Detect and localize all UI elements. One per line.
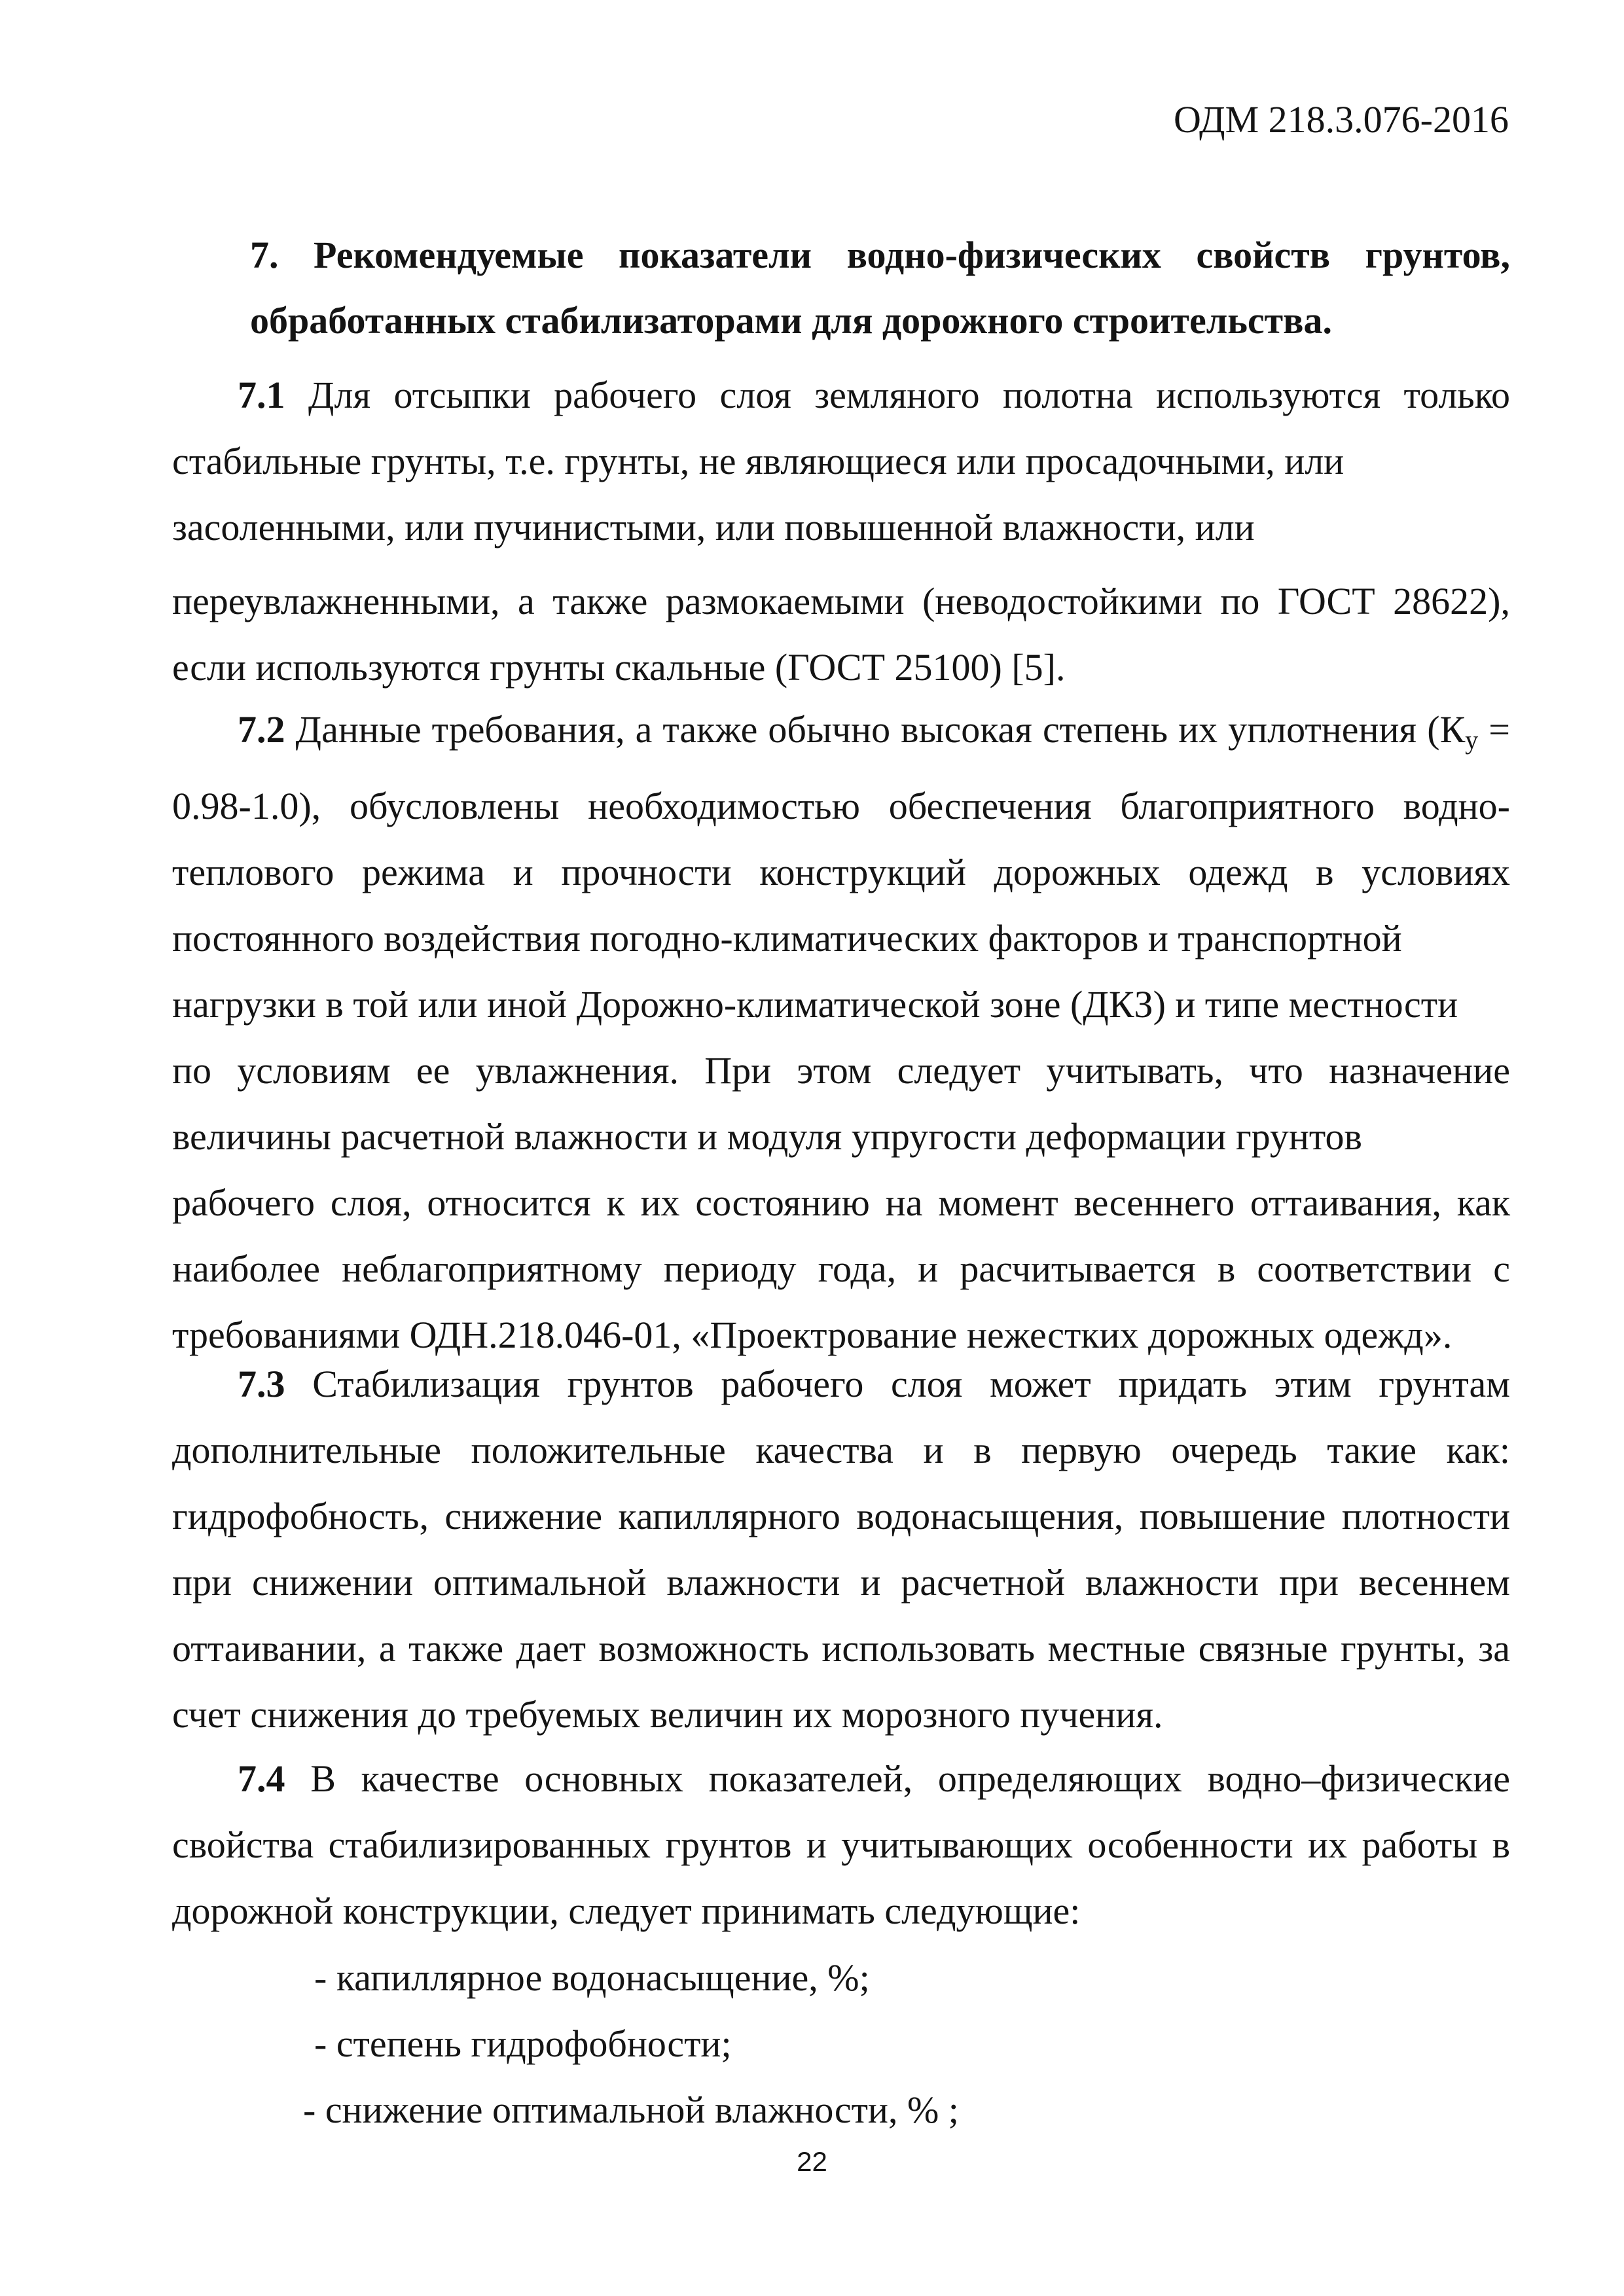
paragraph-text: В качестве основных показателей, определяющих водно–физические свойства стабилизированных грунтов и учитывающих особенности их работы в дорожной конструкции, следует принимать следующие: <box>172 1757 1510 1932</box>
paragraph-7-2-tail: рабочего слоя, относится к их состоянию на момент весеннего оттаивания, как наиболее неблагоприятному периоду года, и расчитывается в соответствии с требованиями ОДН.218.046-01, «Проектрование нежестких дорожных одежд». <box>172 1181 1510 1356</box>
paragraph-7-2 <box>172 696 1510 1368</box>
paragraph-7-3 <box>172 1351 1510 1748</box>
paragraph-7-2-line: величины расчетной влажности и модуля упругости деформации грунтов <box>172 1115 1362 1158</box>
section-heading-line-2: обработанных стабилизаторами для дорожного строительства. <box>250 299 1332 342</box>
paragraph-7-1-continued <box>172 568 1510 700</box>
paragraph-text: Данные требования, а также обычно высокая степень их уплотнения (К <box>285 708 1466 751</box>
section-heading <box>250 223 1510 353</box>
paragraph-7-3-main <box>172 1351 1510 1748</box>
paragraph-text: Стабилизация грунтов рабочего слоя может придать этим грунтам дополнительные положительные качества и в первую очередь такие как: гидрофобность, снижение капиллярного водонасыщения, повышение плотности при снижении оптимальной влажности и расчетной влажности при весеннем оттаивании, а также дает возможность использовать местные связные грунты, за счет снижения до требуемых величин их морозного пучения. <box>172 1363 1510 1736</box>
list-item: - капиллярное водонасыщение, %; <box>314 1956 870 1999</box>
document-code: ОДМ 218.3.076-2016 <box>1174 98 1509 141</box>
paragraph-7-1-line: засоленными, или пучинистыми, или повышенной влажности, или <box>172 506 1255 548</box>
paragraph-number: 7.4 <box>238 1757 285 1800</box>
paragraph-number: 7.2 <box>238 708 285 751</box>
section-heading-line-1: 7. Рекомендуемые показатели водно-физических свойств грунтов, <box>250 234 1510 276</box>
paragraph-number: 7.3 <box>238 1363 285 1405</box>
paragraph-7-1-tail: переувлажненными, а также размокаемыми (неводостойкими по ГОСТ 28622), если используются грунты скальные (ГОСТ 25100) [5]. <box>172 580 1510 689</box>
paragraph-7-1 <box>172 362 1510 560</box>
paragraph-7-1-main <box>172 362 1510 494</box>
paragraph-7-4-main <box>172 1746 1510 1944</box>
subscript: у <box>1465 725 1479 755</box>
paragraph-7-2-main <box>172 696 1510 971</box>
paragraph-text: Для отсыпки рабочего слоя земляного полотна используются только стабильные грунты, т.е. грунты, не являющиеся или просадочными, или <box>172 374 1510 482</box>
list-item: - снижение оптимальной влажности, % ; <box>303 2089 959 2131</box>
paragraph-7-2-line: нагрузки в той или иной Дорожно-климатической зоне (ДКЗ) и типе местности <box>172 983 1458 1026</box>
paragraph-7-2-line: по условиям ее увлажнения. При этом следует учитывать, что назначение <box>172 1049 1510 1092</box>
page-number: 22 <box>797 2146 827 2177</box>
list-item: - степень гидрофобности; <box>314 2022 732 2065</box>
paragraph-number: 7.1 <box>238 374 285 416</box>
paragraph-text: = 0.98-1.0), обусловлены необходимостью обеспечения благоприятного водно-теплового режима и прочности конструкций дорожных одежд в условиях постоянного воздействия погодно-климатических факторов и транспортной <box>172 708 1510 960</box>
paragraph-7-4 <box>172 1746 1510 1944</box>
